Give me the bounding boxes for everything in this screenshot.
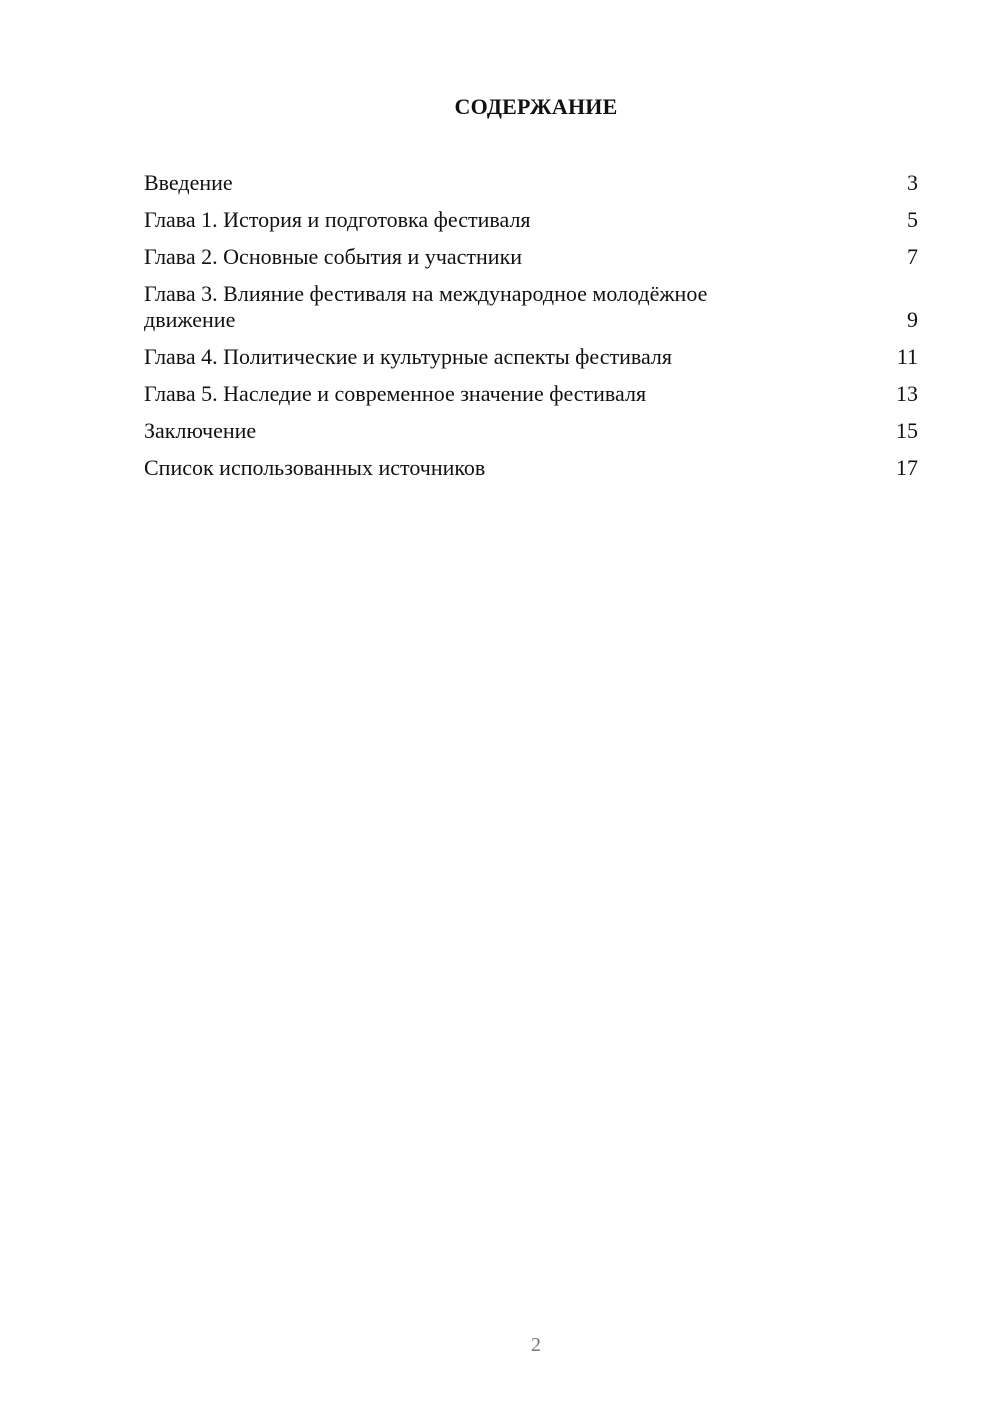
toc-entry-chapter-3: [144, 281, 918, 333]
toc-entry-label: Введение: [144, 170, 233, 195]
toc-entry-chapter-2: [144, 244, 918, 270]
table-of-contents: [144, 170, 918, 492]
toc-entry-chapter-1: [144, 207, 918, 233]
toc-entry-sources: [144, 455, 918, 481]
toc-entry-label: Глава 4. Политические и культурные аспекты фестиваля: [144, 344, 673, 369]
toc-entry-label: Глава 1. История и подготовка фестиваля: [144, 207, 531, 232]
toc-entry-chapter-4: [144, 344, 918, 370]
toc-entry-page: 17: [896, 455, 918, 480]
toc-entry-page: 3: [907, 170, 918, 195]
toc-entry-label: Глава 3. Влияние фестиваля на международное молодёжное движение: [144, 281, 708, 332]
page-number: 2: [531, 1334, 541, 1356]
toc-entry-conclusion: [144, 418, 918, 444]
toc-entry-label: Глава 2. Основные события и участники: [144, 244, 523, 269]
toc-entry-page: 13: [896, 381, 918, 406]
toc-entry-chapter-5: [144, 381, 918, 407]
toc-entry-introduction: [144, 170, 918, 196]
page-title: СОДЕРЖАНИЕ: [454, 94, 618, 119]
toc-entry-label: Заключение: [144, 418, 257, 443]
toc-entry-page: 9: [907, 307, 918, 332]
toc-entry-label: Список использованных источников: [144, 455, 486, 480]
toc-entry-page: 5: [907, 207, 918, 232]
toc-entry-page: 11: [896, 344, 918, 369]
toc-entry-label: Глава 5. Наследие и современное значение фестиваля: [144, 381, 647, 406]
toc-entry-page: 7: [907, 244, 918, 269]
toc-entry-page: 15: [896, 418, 918, 443]
